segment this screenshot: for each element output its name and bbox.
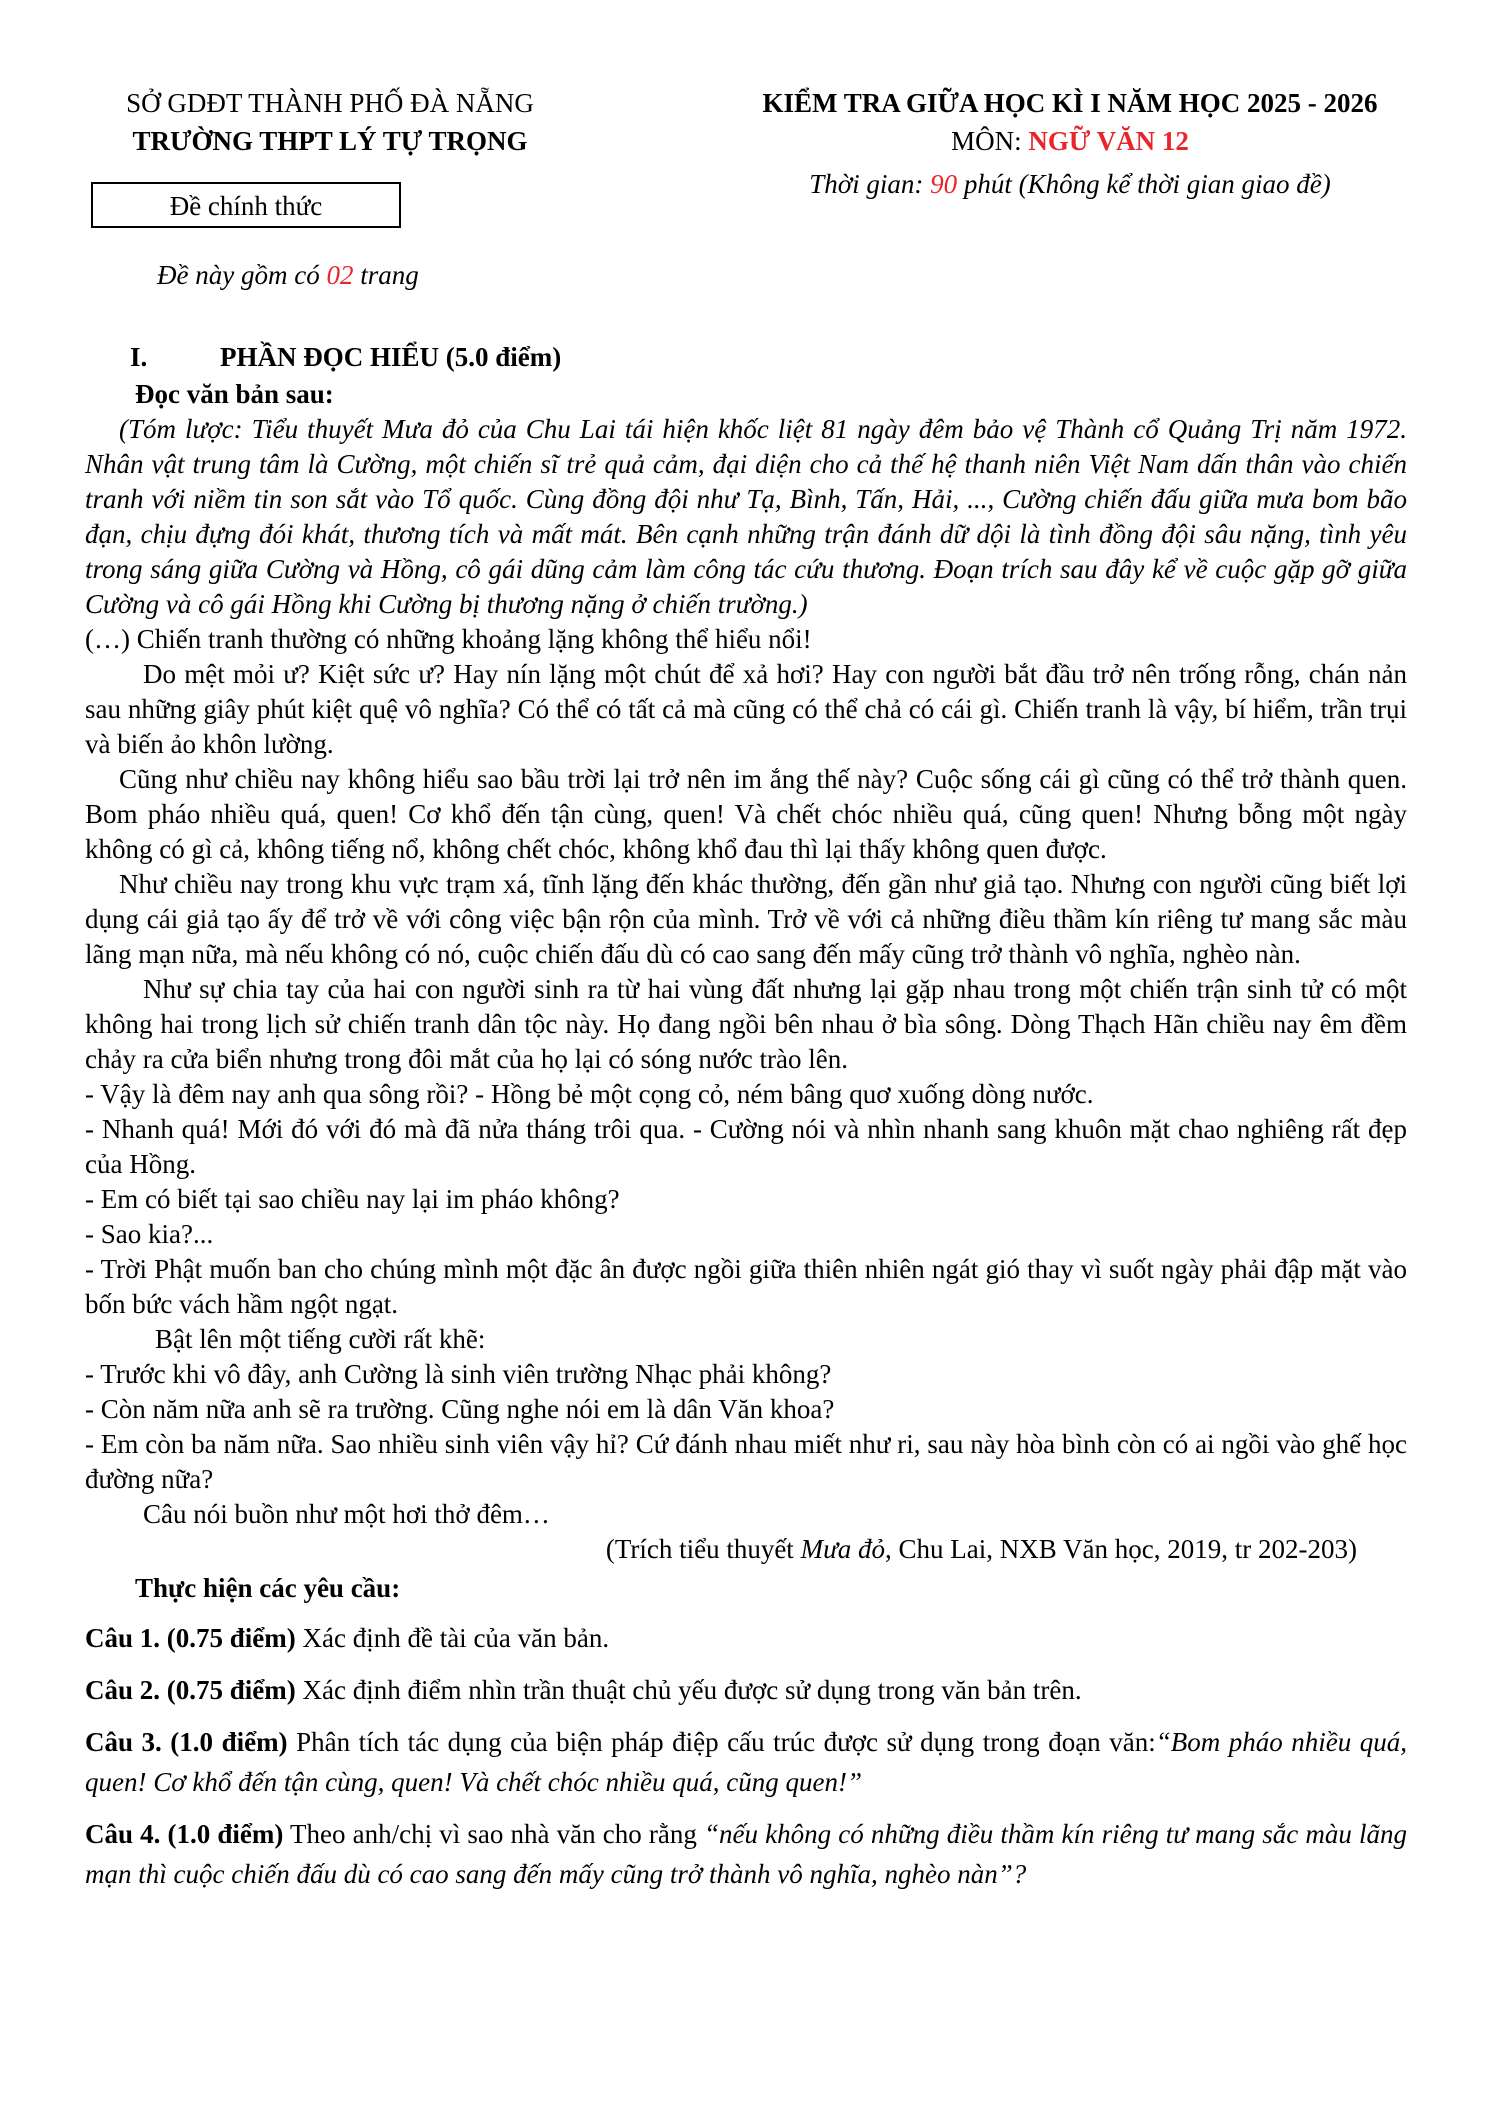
question-2: [85, 1670, 1407, 1710]
question-label: Câu 2. (0.75 điểm): [85, 1675, 296, 1705]
time-suffix: phút (Không kể thời gian giao đề): [957, 169, 1331, 199]
subject-prefix: MÔN:: [951, 126, 1029, 156]
source-title: Mưa đỏ: [800, 1534, 886, 1564]
exam-content: [85, 337, 1407, 1894]
page-count-prefix: Đề này gồm có: [157, 260, 327, 290]
dialogue-line: - Em còn ba năm nữa. Sao nhiều sinh viên vậy hỉ? Cứ đánh nhau miết như ri, sau này hòa bình còn có ai ngồi vào ghế học đường nữa?: [85, 1429, 1407, 1494]
tasks-title: Thực hiện các yêu cầu:: [135, 1573, 401, 1603]
exam-title: KIỂM TRA GIỮA HỌC KÌ I NĂM HỌC 2025 - 2026: [762, 88, 1378, 118]
source-citation: [85, 1532, 1407, 1567]
dialogue-line: - Trước khi vô đây, anh Cường là sinh viên trường Nhạc phải không?: [85, 1359, 832, 1389]
time-prefix: Thời gian:: [809, 169, 931, 199]
dialogue-line: Bật lên một tiếng cười rất khẽ:: [155, 1324, 486, 1354]
question-1: [85, 1618, 1407, 1658]
dialogue-line: - Sao kia?...: [85, 1219, 214, 1249]
source-suffix: , Chu Lai, NXB Văn học, 2019, tr 202-203): [885, 1534, 1357, 1564]
passage-paragraph-5: Như sự chia tay của hai con người sinh ra từ hai vùng đất nhưng lại gặp nhau trong một chiến trận sinh tử có một không hai trong lịch sử chiến tranh dân tộc này. Họ đang ngồi bên nhau ở bìa sông. Dòng Thạch Hãn chiều nay êm đềm chảy ra cửa biển nhưng trong đôi mắt của họ lại có sóng nước trào lên.: [85, 974, 1407, 1074]
question-tail: ?: [1012, 1859, 1027, 1889]
question-label: Câu 1. (0.75 điểm): [85, 1623, 296, 1653]
section-number: I.: [130, 342, 148, 372]
time-value: 90: [930, 169, 958, 199]
department-name: SỞ GDĐT THÀNH PHỐ ĐÀ NẴNG: [126, 88, 534, 118]
passage-paragraph-3: Cũng như chiều nay không hiểu sao bầu trời lại trở nên im ắng thế này? Cuộc sống cái gì cũng có thể trở thành quen. Bom pháo nhiều quá, quen! Cơ khổ đến tận cùng, quen! Và chết chóc nhiều quá, cũng quen! Nhưng bỗng một ngày không có gì cả, không tiếng nổ, không chết chóc, không khổ đau thì lại thấy không quen được.: [85, 764, 1407, 864]
school-name: TRƯỜNG THPT LÝ TỰ TRỌNG: [132, 126, 528, 156]
closing-line: Câu nói buồn như một hơi thở đêm…: [143, 1499, 550, 1529]
question-text: Theo anh/chị vì sao nhà văn cho rằng: [283, 1819, 704, 1849]
question-4: [85, 1814, 1407, 1894]
dialogue-line: - Vậy là đêm nay anh qua sông rồi? - Hồng bẻ một cọng cỏ, ném bâng quơ xuống dòng nước.: [85, 1079, 1094, 1109]
question-quote: “nếu không có những điều thầm kín riêng tư mang sắc màu lãng mạn thì cuộc chiến đấu dù có cao sang đến mấy cũng trở thành vô nghĩa, nghèo nàn”: [85, 1819, 1407, 1889]
question-text: Phân tích tác dụng của biện pháp điệp cấu trúc được sử dụng trong đoạn văn:: [287, 1727, 1156, 1757]
page-count-note: [157, 260, 419, 291]
question-quote: “Bom pháo nhiều quá, quen! Cơ khổ đến tận cùng, quen! Và chết chóc nhiều quá, cũng quen!”: [85, 1727, 1408, 1797]
dialogue-line: - Còn năm nữa anh sẽ ra trường. Cũng nghe nói em là dân Văn khoa?: [85, 1394, 835, 1424]
question-text: Xác định đề tài của văn bản.: [295, 1623, 610, 1653]
question-text: Xác định điểm nhìn trần thuật chủ yếu được sử dụng trong văn bản trên.: [295, 1675, 1082, 1705]
dialogue-line: - Em có biết tại sao chiều nay lại im pháo không?: [85, 1184, 620, 1214]
passage-paragraph-2: Do mệt mỏi ư? Kiệt sức ư? Hay nín lặng một chút để xả hơi? Hay con người bắt đầu trở nên trống rỗng, chán nản sau những giây phút kiệt quệ vô nghĩa? Có thể có tất cả mà cũng có thể chả có cái gì. Chiến tranh là vậy, bí hiểm, trần trụi và biến ảo khôn lường.: [85, 659, 1407, 759]
passage-paragraph-1: (…) Chiến tranh thường có những khoảng lặng không thể hiểu nổi!: [85, 624, 812, 654]
question-3: [85, 1722, 1407, 1802]
section-title: PHẦN ĐỌC HIỂU (5.0 điểm): [220, 342, 562, 372]
subject-name: NGỮ VĂN 12: [1028, 126, 1189, 156]
summary-paragraph: (Tóm lược: Tiểu thuyết Mưa đỏ của Chu Lai tái hiện khốc liệt 81 ngày đêm bảo vệ Thành cổ Quảng Trị năm 1972. Nhân vật trung tâm là Cường, một chiến sĩ trẻ quả cảm, đại diện cho cả thế hệ thanh niên Việt Nam dấn thân vào chiến tranh với niềm tin son sắt vào Tổ quốc. Cùng đồng đội như Tạ, Bình, Tấn, Hải, ..., Cường chiến đấu giữa mưa bom bão đạn, chịu đựng đói khát, thương tích và mất mát. Bên cạnh những trận đánh dữ dội là tình đồng đội sâu nặng, tình yêu trong sáng giữa Cường và Hồng, cô gái dũng cảm làm công tác cứu thương. Đoạn trích sau đây kể về cuộc gặp gỡ giữa Cường và cô gái Hồng khi Cường bị thương nặng ở chiến trường.): [85, 414, 1407, 619]
page-count-value: 02: [326, 260, 354, 290]
read-instruction: Đọc văn bản sau:: [135, 379, 334, 409]
question-label: Câu 3. (1.0 điểm): [85, 1727, 288, 1757]
source-prefix: (Trích tiểu thuyết: [605, 1534, 801, 1564]
exam-header: [0, 84, 1488, 314]
section-heading: [85, 337, 1407, 377]
page-count-suffix: trang: [353, 260, 419, 290]
dialogue-line: - Trời Phật muốn ban cho chúng mình một đặc ân được ngồi giữa thiên nhiên ngát gió thay vì suốt ngày phải đập mặt vào bốn bức vách hầm ngột ngạt.: [85, 1254, 1407, 1319]
question-label: Câu 4. (1.0 điểm): [85, 1819, 284, 1849]
time-line: [700, 165, 1440, 203]
passage-paragraph-4: Như chiều nay trong khu vực trạm xá, tĩnh lặng đến khác thường, đến gần như giả tạo. Nhưng con người cũng biết lợi dụng cái giả tạo ấy để trở về với công việc bận rộn của mình. Trở về với cả những điều thầm kín riêng tư mang sắc màu lãng mạn nữa, mà nếu không có nó, cuộc chiến đấu dù có cao sang đến mấy cũng trở thành vô nghĩa, nghèo nàn.: [85, 869, 1407, 969]
dialogue-line: - Nhanh quá! Mới đó với đó mà đã nửa tháng trôi qua. - Cường nói và nhìn nhanh sang khuôn mặt chao nghiêng rất đẹp của Hồng.: [85, 1114, 1407, 1179]
official-exam-box: Đề chính thức: [91, 182, 401, 228]
subject-line: [700, 122, 1440, 160]
